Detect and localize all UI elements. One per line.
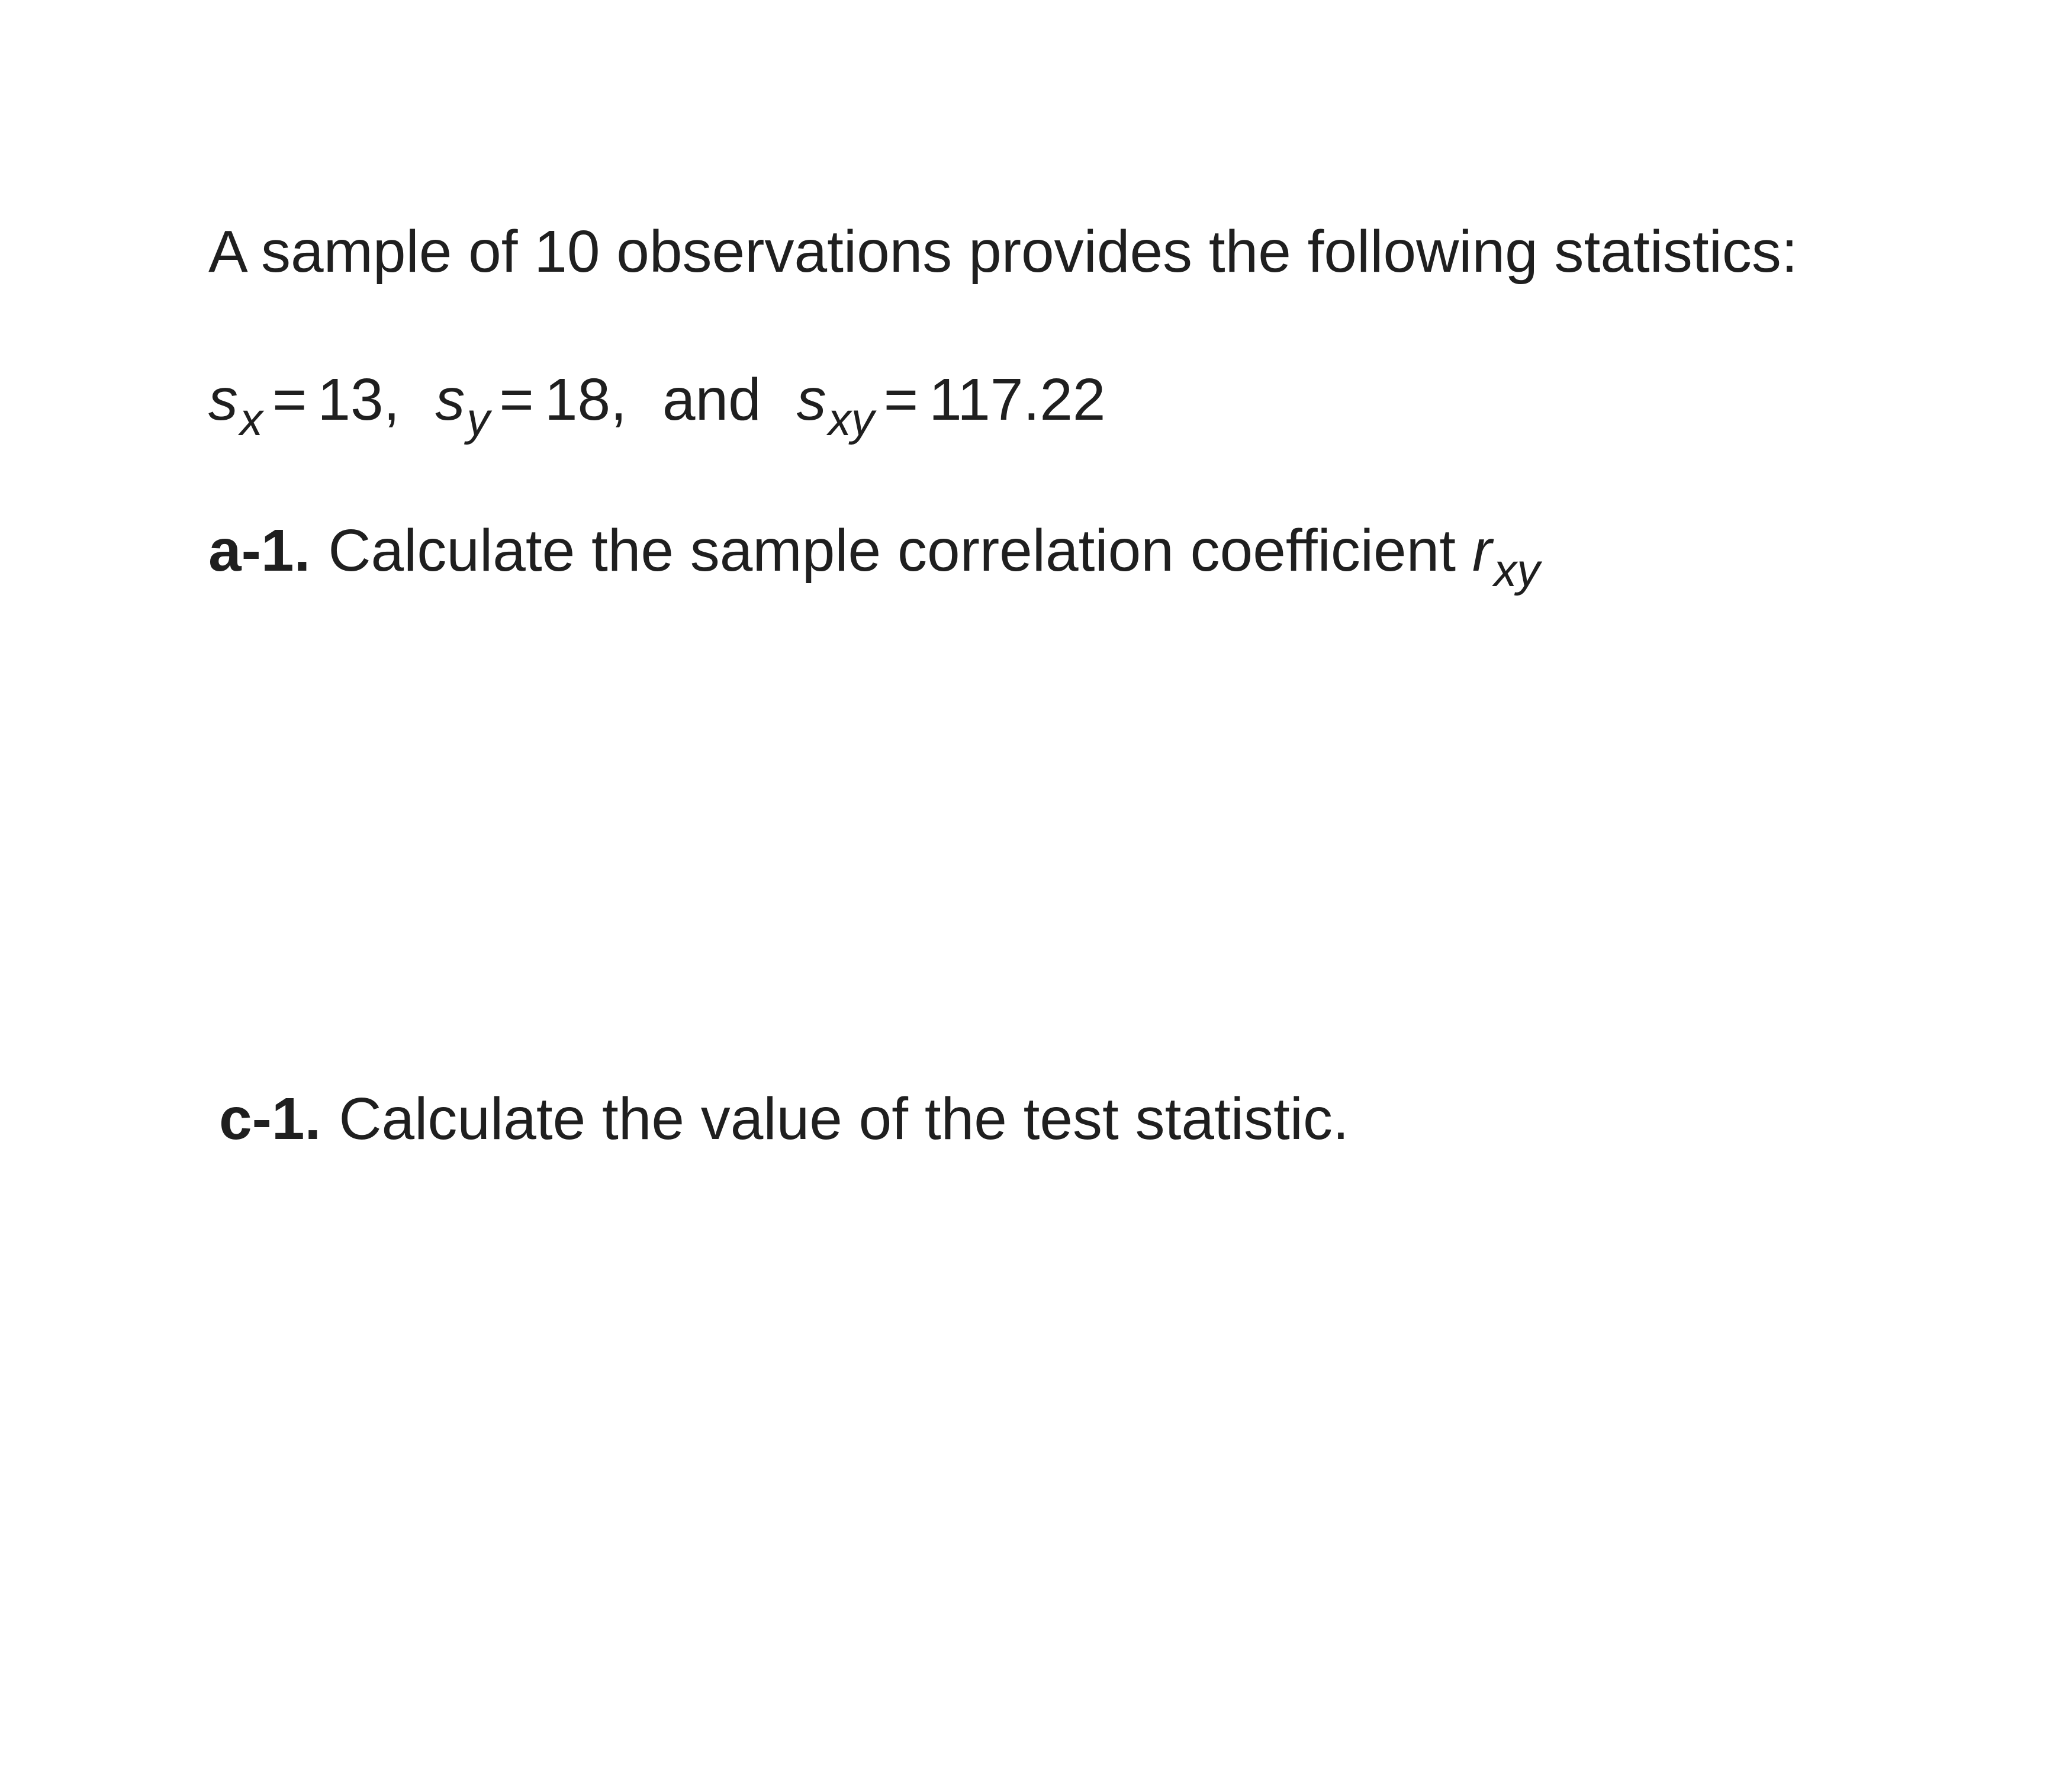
sxy-subscript: xy bbox=[828, 393, 874, 445]
sxy-term bbox=[796, 366, 874, 445]
sxy-equals: = bbox=[883, 366, 919, 433]
sy-value: 18, bbox=[544, 366, 627, 433]
question-c1-text: Calculate the value of the test statistic. bbox=[339, 1086, 1349, 1152]
question-c1-label: c-1. bbox=[219, 1086, 321, 1152]
sx-equals: = bbox=[272, 366, 307, 433]
sy-term bbox=[435, 366, 490, 445]
sy-equals: = bbox=[499, 366, 534, 433]
question-c1 bbox=[219, 1086, 1349, 1152]
problem-statement: A sample of 10 observations provides the following statistics: bbox=[208, 218, 1798, 285]
sxy-symbol: s bbox=[796, 366, 826, 433]
question-a1 bbox=[208, 517, 1540, 596]
rxy-subscript: xy bbox=[1494, 544, 1540, 596]
sx-subscript: x bbox=[240, 393, 263, 445]
sy-subscript: y bbox=[466, 393, 490, 445]
sx-value: 13, bbox=[317, 366, 400, 433]
rxy-term bbox=[1472, 517, 1540, 596]
given-statistics bbox=[208, 366, 1106, 445]
question-a1-text: Calculate the sample correlation coefficient bbox=[328, 517, 1456, 584]
sx-term bbox=[208, 366, 263, 445]
question-a1-label: a-1. bbox=[208, 517, 311, 584]
sy-symbol: s bbox=[435, 366, 465, 433]
sxy-value: 117.22 bbox=[929, 366, 1106, 433]
and-conjunction: and bbox=[662, 366, 761, 433]
sx-symbol: s bbox=[208, 366, 238, 433]
rxy-symbol: r bbox=[1472, 517, 1492, 584]
